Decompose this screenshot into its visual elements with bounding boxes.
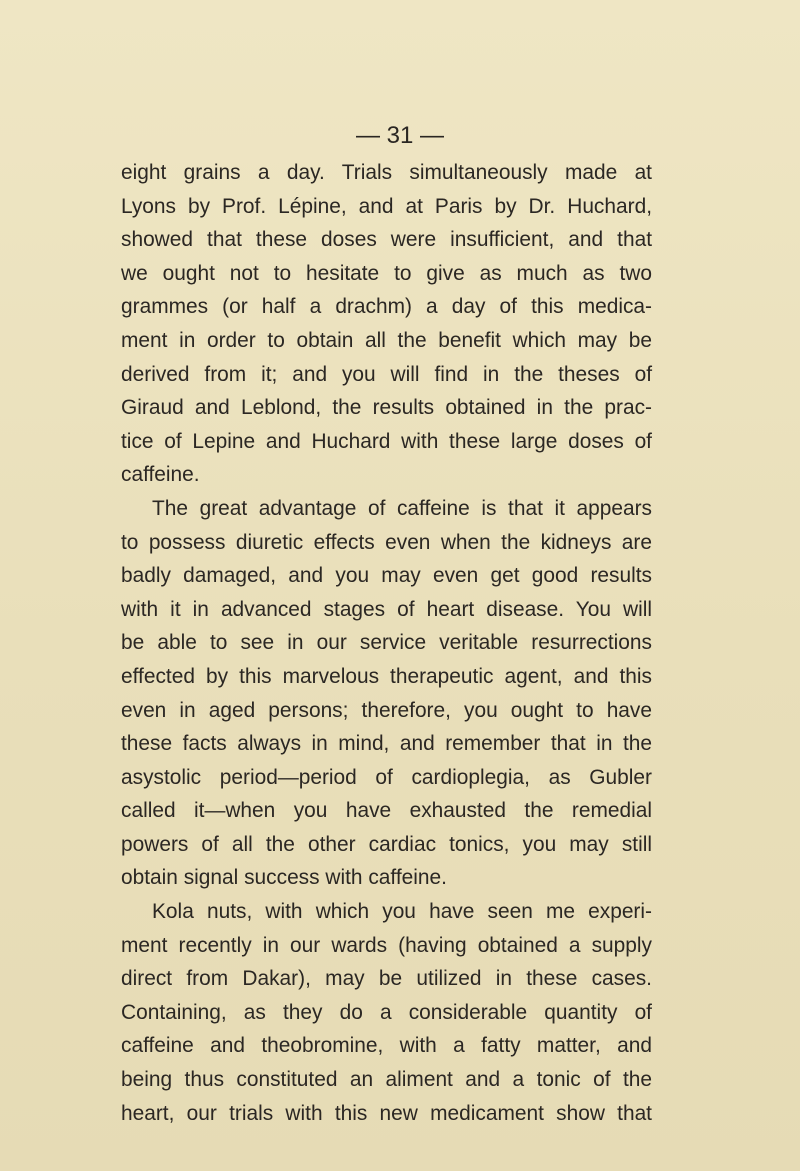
text-line: we ought not to hesitate to give as much as two xyxy=(121,261,652,285)
text-line: effected by this marvelous therapeutic agent, and this xyxy=(121,664,652,688)
text-line: caffeine. xyxy=(121,463,200,487)
text-line: tice of Lepine and Huchard with these large doses of xyxy=(121,429,652,453)
text-line: badly damaged, and you may even get good results xyxy=(121,564,652,588)
text-line: be able to see in our service veritable resurrections xyxy=(121,631,652,655)
text-line: even in aged persons; therefore, you ought to have xyxy=(121,698,652,722)
text-line: these facts always in mind, and remember that in the xyxy=(121,732,652,756)
text-line: ment recently in our wards (having obtained a supply xyxy=(121,933,652,957)
text-line: showed that these doses were insufficient, and that xyxy=(121,228,652,252)
text-line: eight grains a day. Trials simultaneously made at xyxy=(121,161,652,184)
page-number: — 31 — xyxy=(355,122,445,149)
text-line: The great advantage of caffeine is that it appears xyxy=(152,496,652,520)
text-line: derived from it; and you will find in the theses of xyxy=(121,362,652,386)
text-line: to possess diuretic effects even when the kidneys are xyxy=(121,530,652,554)
text-line: Kola nuts, with which you have seen me experi- xyxy=(152,900,652,924)
text-line: caffeine and theobromine, with a fatty matter, and xyxy=(121,1034,652,1058)
text-line: asystolic period—period of cardioplegia, as Gubler xyxy=(121,765,652,789)
text-line: direct from Dakar), may be utilized in these cases. xyxy=(121,967,652,991)
text-line: ment in order to obtain all the benefit which may be xyxy=(121,328,652,352)
text-line: obtain signal success with caffeine. xyxy=(121,866,447,890)
text-line: Giraud and Leblond, the results obtained in the prac- xyxy=(121,396,652,420)
text-line: powers of all the other cardiac tonics, you may still xyxy=(121,832,652,856)
text-line: with it in advanced stages of heart disease. You will xyxy=(121,597,652,621)
text-line: grammes (or half a drachm) a day of this medica- xyxy=(121,295,652,319)
text-line: Lyons by Prof. Lépine, and at Paris by Dr. Huchard, xyxy=(121,194,652,218)
body-text xyxy=(121,156,652,1130)
text-line: being thus constituted an aliment and a tonic of the xyxy=(121,1068,652,1092)
text-line: called it—when you have exhausted the remedial xyxy=(121,799,652,823)
text-line: heart, our trials with this new medicament show that xyxy=(121,1101,652,1125)
text-line: Containing, as they do a considerable quantity of xyxy=(121,1000,652,1024)
